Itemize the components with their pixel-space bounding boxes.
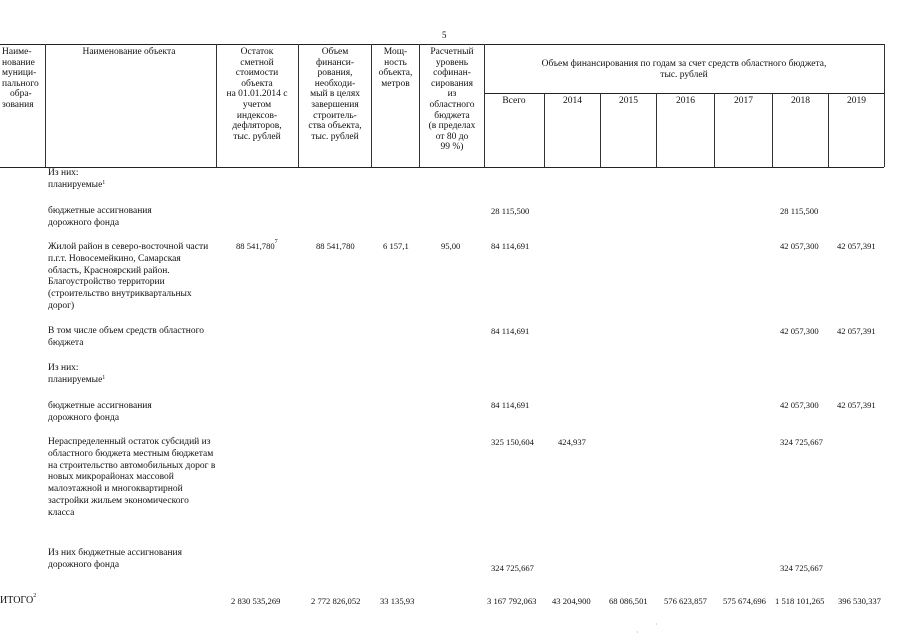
header-year-2014: 2014 bbox=[563, 96, 582, 106]
header-year-total: Всего bbox=[502, 96, 526, 106]
col-sep-13 bbox=[884, 44, 885, 167]
row-regional-budget: В том числе объем средств областного бюджета bbox=[48, 326, 205, 348]
row-unallocated-total: 325 150,604 bbox=[491, 437, 534, 447]
scan-speck: · bbox=[655, 620, 658, 629]
header-year-2015: 2015 bbox=[619, 96, 638, 106]
row-unallocated-2018: 324 725,667 bbox=[780, 437, 823, 447]
itogo-total: 3 167 792,063 bbox=[487, 596, 537, 606]
header-year-2018: 2018 bbox=[791, 96, 810, 106]
row-road-fund-2-total: 84 114,691 bbox=[491, 400, 530, 410]
row-planned-label-1: Из них: планируемые$^1$ bbox=[48, 168, 106, 190]
header-year-2017: 2017 bbox=[734, 96, 753, 106]
header-municipality: Наиме- нование муници- пального обра- зования bbox=[2, 47, 39, 110]
header-bottom-border-years bbox=[484, 167, 884, 168]
row-road-fund-2: бюджетные ассигнования дорожного фонда bbox=[48, 401, 152, 423]
row-road-fund-3-total: 324 725,667 bbox=[491, 563, 534, 573]
row-residential-remain: 88 541,780$^7$ bbox=[236, 239, 278, 251]
itogo-volume: 2 772 826,052 bbox=[311, 596, 361, 606]
row-road-fund-1-total: 28 115,500 bbox=[491, 206, 530, 216]
row-residential-level: 95,00 bbox=[441, 241, 461, 251]
itogo-remain: 2 830 535,269 bbox=[231, 596, 281, 606]
itogo-2018: 1 518 101,265 bbox=[775, 596, 825, 606]
row-residential-volume: 88 541,780 bbox=[316, 241, 355, 251]
itogo-2015: 68 086,501 bbox=[609, 596, 648, 606]
header-years-group: Объем финансирования по годам за счет средств областного бюджета, тыс. рублей bbox=[541, 59, 827, 80]
header-capacity: Мощ- ность объекта, метров bbox=[378, 47, 413, 89]
row-residential-district: Жилой район в северо-восточной части п.г.т. Новосемейкино, Самарская область, Красноярский район. Благоустройство территории (строительство внутриквартальных дорог) bbox=[48, 242, 209, 311]
header-year-2016: 2016 bbox=[676, 96, 695, 106]
row-road-fund-3-2018: 324 725,667 bbox=[780, 563, 823, 573]
page-number: 5 bbox=[442, 30, 447, 40]
row-regional-budget-total: 84 114,691 bbox=[491, 326, 530, 336]
row-residential-total: 84 114,691 bbox=[491, 241, 530, 251]
row-road-fund-1: бюджетные ассигнования дорожного фонда bbox=[48, 206, 152, 228]
row-road-fund-2-2019: 42 057,391 bbox=[837, 400, 876, 410]
row-unallocated-2014: 424,937 bbox=[558, 437, 586, 447]
itogo-2016: 576 623,857 bbox=[664, 596, 707, 606]
row-unallocated-remainder: Нераспределенный остаток субсидий из областного бюджета местным бюджетам на строительство автомобильных дорог в новых микрорайонах массовой малоэтажной и многоквартирной застройки жильем экономического класса bbox=[48, 437, 216, 518]
header-remaining-cost: Остаток сметной стоимости объекта на 01.01.2014 с учетом индексов- дефляторов, тыс. рублей bbox=[226, 47, 288, 142]
itogo-2017: 575 674,696 bbox=[723, 596, 766, 606]
col-sep-6 bbox=[484, 44, 485, 167]
row-road-fund-2-2018: 42 057,300 bbox=[780, 400, 819, 410]
itogo-label: ИТОГО$^2$ bbox=[0, 593, 37, 606]
header-top-border bbox=[0, 44, 884, 45]
header-cofinancing-level: Расчетный уровень софинан- сирования из областного бюджета (в пределах от 80 до 99 %) bbox=[428, 47, 476, 153]
header-object-name: Наименование объекта bbox=[82, 47, 176, 57]
scan-speck: · bbox=[636, 628, 639, 637]
itogo-power: 33 135,93 bbox=[380, 596, 415, 606]
row-road-fund-1-2018: 28 115,500 bbox=[780, 206, 819, 216]
row-residential-power: 6 157,1 bbox=[383, 241, 409, 251]
header-financing-volume: Объем финанси- рования, необходи- мый в целях завершения строитель- ства объекта, тыс. рублей bbox=[308, 47, 362, 142]
row-residential-2018: 42 057,300 bbox=[780, 241, 819, 251]
row-road-fund-3: Из них бюджетные ассигнования дорожного фонда bbox=[48, 548, 183, 570]
row-residential-2019: 42 057,391 bbox=[837, 241, 876, 251]
itogo-2019: 396 530,337 bbox=[838, 596, 881, 606]
row-regional-budget-2019: 42 057,391 bbox=[837, 326, 876, 336]
row-planned-label-2: Из них: планируемые$^1$ bbox=[48, 363, 106, 385]
itogo-2014: 43 204,900 bbox=[552, 596, 591, 606]
header-year-2019: 2019 bbox=[847, 96, 866, 106]
row-regional-budget-2018: 42 057,300 bbox=[780, 326, 819, 336]
